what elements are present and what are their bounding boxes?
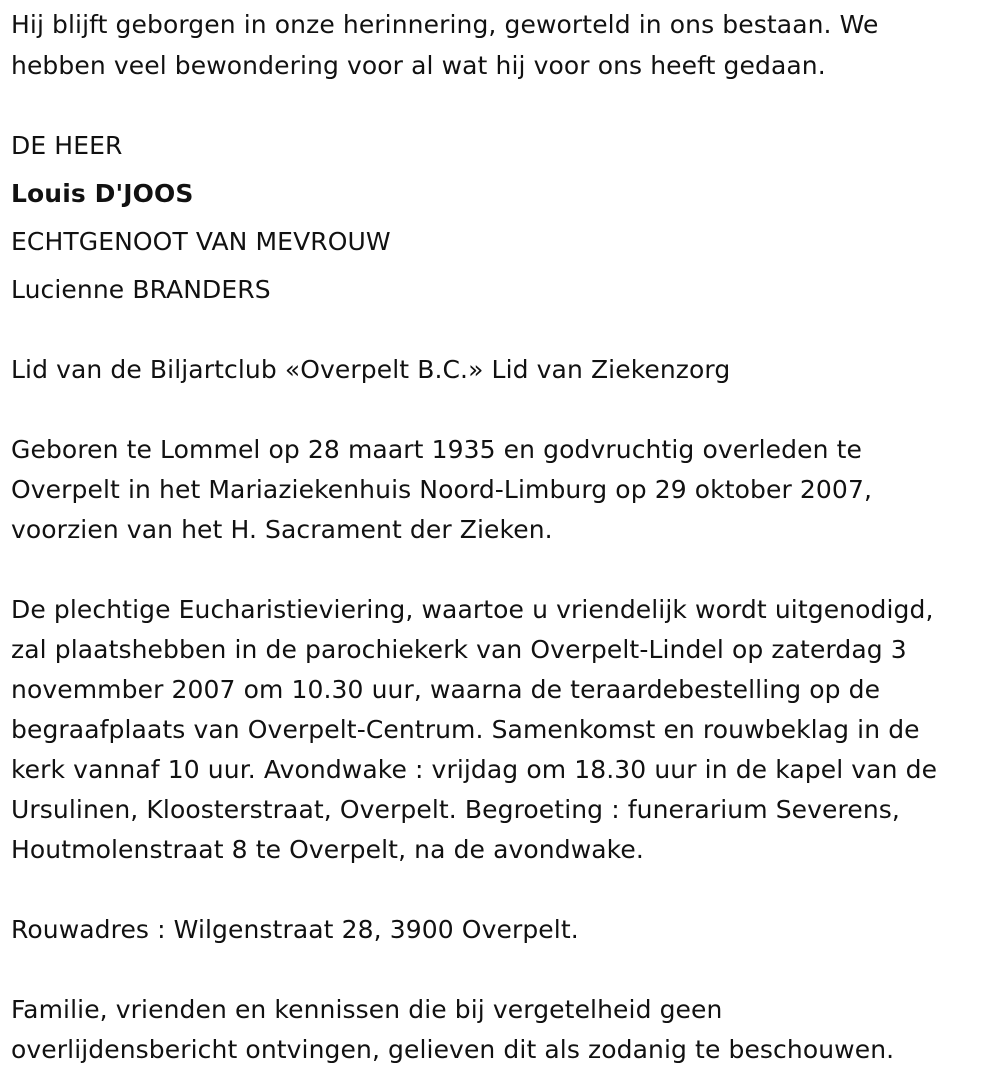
closing-line-1: Familie, vrienden en kennissen die bij vergetelheid geen: [11, 995, 723, 1024]
spouse-name: Lucienne BRANDERS: [11, 275, 271, 304]
ceremony-line-1: De plechtige Eucharistieviering, waartoe u vriendelijk wordt uitgenodigd,: [11, 595, 934, 624]
relation-line: ECHTGENOOT VAN MEVROUW: [11, 227, 391, 256]
birth-death-line-1: Geboren te Lommel op 28 maart 1935 en godvruchtig overleden te: [11, 435, 862, 464]
ceremony-line-7: Houtmolenstraat 8 te Overpelt, na de avondwake.: [11, 835, 644, 864]
birth-death-line-2: Overpelt in het Mariaziekenhuis Noord-Limburg op 29 oktober 2007,: [11, 475, 872, 504]
membership-line: Lid van de Biljartclub «Overpelt B.C.» Lid van Ziekenzorg: [11, 355, 731, 384]
closing-line-2: overlijdensbericht ontvingen, gelieven dit als zodanig te beschouwen.: [11, 1035, 895, 1064]
intro-line-2: hebben veel bewondering voor al wat hij voor ons heeft gedaan.: [11, 51, 826, 80]
ceremony-line-3: novemmber 2007 om 10.30 uur, waarna de teraardebestelling op de: [11, 675, 881, 704]
ceremony-line-5: kerk vannaf 10 uur. Avondwake : vrijdag om 18.30 uur in de kapel van de: [11, 755, 938, 784]
ceremony-line-2: zal plaatshebben in de parochiekerk van Overpelt-Lindel op zaterdag 3: [11, 635, 907, 664]
ceremony-line-4: begraafplaats van Overpelt-Centrum. Samenkomst en rouwbeklag in de: [11, 715, 920, 744]
mourning-address: Rouwadres : Wilgenstraat 28, 3900 Overpelt.: [11, 915, 579, 944]
ceremony-line-6: Ursulinen, Kloosterstraat, Overpelt. Begroeting : funerarium Severens,: [11, 795, 900, 824]
deceased-name: Louis D'JOOS: [11, 179, 194, 208]
title-line: DE HEER: [11, 131, 123, 160]
birth-death-line-3: voorzien van het H. Sacrament der Zieken.: [11, 515, 553, 544]
intro-line-1: Hij blijft geborgen in onze herinnering, geworteld in ons bestaan. We: [11, 10, 879, 39]
